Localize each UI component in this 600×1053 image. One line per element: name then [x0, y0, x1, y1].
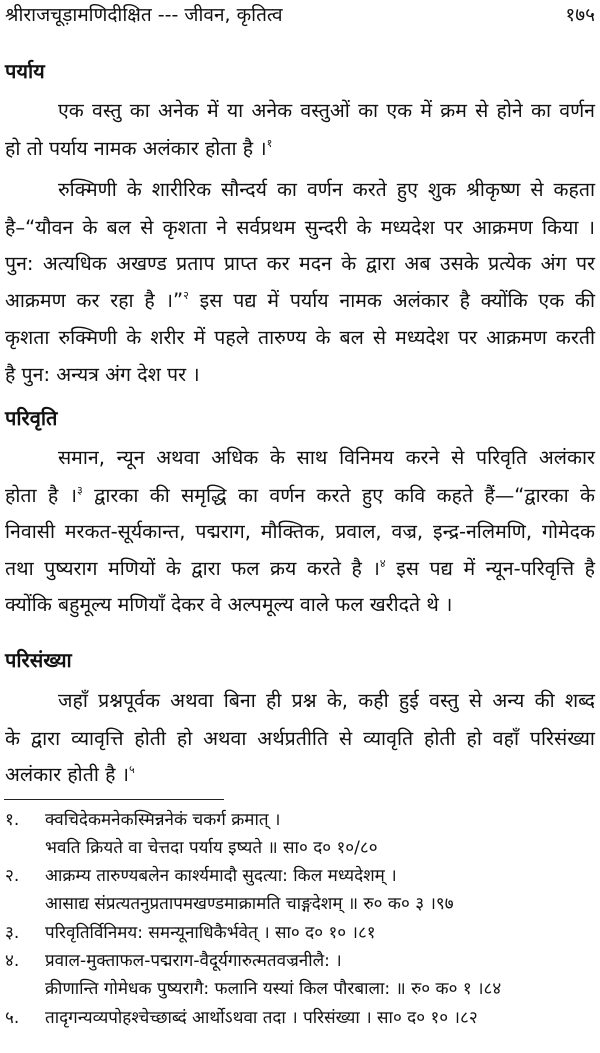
- footnote-number: ४.: [5, 951, 20, 971]
- paragraph-line: [5, 554, 595, 584]
- paragraph-line: [5, 590, 595, 620]
- line-text: समान, न्यून अथवा अधिक के साथ विनिमय करने से परिवृति अलंकार: [58, 446, 595, 469]
- paragraph-line: [5, 724, 595, 754]
- paragraph-line: [5, 360, 595, 390]
- footnote-number: १.: [5, 810, 20, 830]
- paragraph-line: [5, 286, 595, 316]
- line-text: निवासी मरकत-सूर्यकान्त, पद्मराग, मौक्तिक, प्रवाल, वज्र, इन्द्र-नलिमणि, गोमेदक: [5, 520, 595, 543]
- line-text: रुक्मिणी के शारीरिक सौन्दर्य का वर्णन करते हुए शुक श्रीकृष्ण से कहता: [58, 178, 595, 201]
- line-text: इस पद्य में पर्याय नामक अलंकार है क्योंकि एक की: [199, 289, 596, 312]
- footnote-line: आक्रम्य तारुण्यबलेन कार्श्यमादौ सुदत्या: किल मध्यदेशम् ।: [45, 866, 397, 886]
- footnote-ref[interactable]: १: [266, 137, 273, 150]
- paragraph-line: [58, 686, 595, 716]
- section-heading-parivriti: परिवृति: [5, 406, 58, 430]
- footnote-line: आसाद्य संप्रत्यतनुप्रतापमखण्डमाक्रामति चाङ्गदेशम् ॥ रु० क० ३ ।९७: [45, 894, 454, 914]
- line-text: के द्वारा व्यावृत्ति होती हो अथवा अर्थप्रतीति से व्यावृति होती हो वहाँ परिसंख्या: [5, 727, 595, 750]
- line-text: क्योंकि बहुमूल्य मणियाँ देकर वे अल्पमूल्य वाले फल खरीदते थे ।: [5, 593, 453, 616]
- line-text: आक्रमण कर रहा है ।”: [5, 289, 184, 312]
- footnote-ref[interactable]: ५: [129, 763, 135, 776]
- page-number: १७५: [565, 4, 595, 26]
- line-text: इस पद्य में न्यून-परिवृत्ति है: [396, 557, 595, 580]
- paragraph-line: [58, 443, 595, 473]
- footnote-ref[interactable]: ४: [379, 557, 386, 570]
- paragraph-line: [5, 517, 595, 547]
- line-text: एक वस्तु का अनेक में या अनेक वस्तुओं का एक में क्रम से होने का वर्णन: [58, 99, 595, 122]
- footnote-line: क्रीणान्ति गोमेधक पुष्यरागै: फलानि यस्यां किल पौरबाला: ॥ रु० क० १ ।८४: [45, 979, 502, 999]
- footnote-ref[interactable]: २: [183, 289, 189, 302]
- line-text: द्वारका की समृद्धि का वर्णन करते हुए कवि कहते हैं—“द्वारका के: [94, 484, 595, 507]
- footnote-ref[interactable]: ३: [77, 484, 83, 497]
- paragraph-line: [58, 175, 595, 205]
- footnote-number: २.: [5, 866, 20, 886]
- footnote-line: प्रवाल-मुक्ताफल-पद्मराग-वैदूर्यगारुत्मतवज्रनीलै: ।: [45, 951, 342, 971]
- paragraph-line: [5, 760, 595, 790]
- section-heading-parisankhya: परिसंख्या: [5, 648, 72, 672]
- paragraph-line: [5, 134, 595, 164]
- line-text: होता है ।: [5, 484, 78, 507]
- footnote-line: क्वचिदेकमनेकस्मिन्ननेकं चकर्ग क्रमात् ।: [45, 810, 281, 830]
- running-title: श्रीराजचूड़ामणिदीक्षित --- जीवन, कृतित्व: [5, 4, 283, 26]
- line-text: है–“यौवन के बल से कृशता ने सर्वप्रथम सुन्दरी के मध्यदेश पर आक्रमण किया ।: [5, 216, 595, 239]
- running-header: [5, 0, 595, 30]
- line-text: अलंकार होती है ।: [5, 763, 130, 786]
- paragraph-line: [5, 213, 595, 243]
- line-text: जहाँ प्रश्नपूर्वक अथवा बिना ही प्रश्न के, कही हुई वस्तु से अन्य की शब्द: [58, 689, 595, 712]
- line-text: कृशता रुक्मिणी के शरीर में पहले तारुण्य के बल से मध्यदेश पर आक्रमण करती: [5, 326, 595, 349]
- footnote-line: तादृगन्यव्यपोहश्चेच्छाब्दं आर्थोऽथवा तदा । परिसंख्या । सा० द० १० ।८२: [45, 1008, 478, 1028]
- line-text: तथा पुष्यराग मणियों के द्वारा फल क्रय करते है ।: [5, 557, 380, 580]
- paragraph-line: [5, 481, 595, 511]
- line-text: हो तो पर्याय नामक अलंकार होता है ।: [5, 137, 267, 160]
- footnote-line: भवति क्रियते वा चेत्तदा पर्याय इष्यते ॥ सा० द० १०/८०: [45, 838, 378, 858]
- footnote-number: ५.: [5, 1008, 20, 1028]
- paragraph-line: [5, 249, 595, 279]
- line-text: है पुन: अन्यत्र अंग देश पर ।: [5, 363, 200, 386]
- section-heading-paryaya: पर्याय: [5, 59, 45, 83]
- footnote-line: परिवृतिर्विनिमय: समन्यूनाधिकैर्भवेत् । सा० द० १० ।८१: [45, 923, 376, 943]
- footnote-number: ३.: [5, 923, 20, 943]
- line-text: पुन: अत्यधिक अखण्ड प्रताप प्राप्त कर मदन के द्वारा अब उसके प्रत्येक अंग पर: [5, 252, 595, 275]
- paragraph-line: [58, 96, 595, 126]
- footnote-divider: [4, 799, 224, 800]
- paragraph-line: [5, 323, 595, 353]
